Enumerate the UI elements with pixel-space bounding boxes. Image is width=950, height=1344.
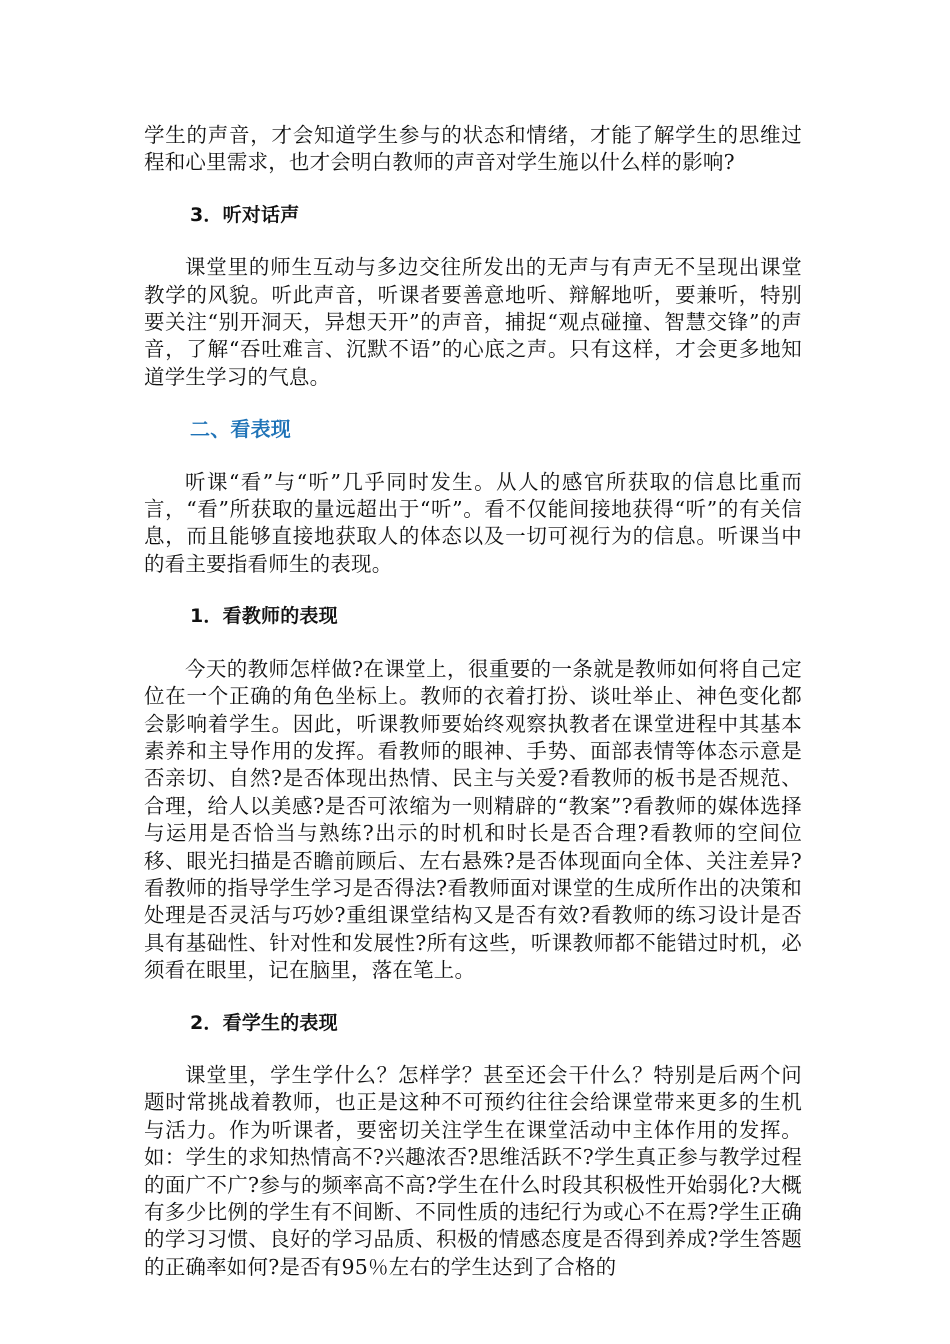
document-page	[144, 122, 802, 1281]
spacer	[144, 578, 802, 603]
spacer	[144, 391, 802, 416]
spacer	[144, 985, 802, 1010]
subheading-student: 2．看学生的表现	[190, 1011, 338, 1034]
paragraph-look: 听课“看”与“听”几乎同时发生。从人的感官所获取的信息比重而言，“看”所获取的量远超出于“听”。看不仅能间接地获得“听”的有关信息，而且能够直接地获取人的体态以及一切可视行为的信息。听课当中的看主要指看师生的表现。	[144, 469, 802, 576]
section-heading-look: 二、看表现	[190, 417, 291, 442]
spacer	[144, 177, 802, 202]
spacer	[144, 229, 802, 254]
subheading-teacher: 1．看教师的表现	[190, 605, 338, 628]
subheading-listen-dialogue: 3．听对话声	[190, 203, 300, 226]
paragraph-listen-dialogue: 课堂里的师生互动与多边交往所发出的无声与有声无不呈现出课堂教学的风貌。听此声音，听课者要善意地听、辩解地听，要兼听，特别要关注“别开洞天，异想天开”的声音，捕捉“观点碰撞、智慧交锋”的声音，了解“吞吐难言、沉默不语”的心底之声。只有这样，才会更多地知道学生学习的气息。	[144, 255, 802, 389]
spacer	[144, 1037, 802, 1062]
paragraph-student: 课堂里，学生学什么？怎样学？甚至还会干什么？特别是后两个问题时常挑战着教师，也正是这种不可预约往往会给课堂带来更多的生机与活力。作为听课者，要密切关注学生在课堂活动中主体作用的发挥。如：学生的求知热情高不?兴趣浓否?思维活跃不?学生真正参与教学过程的面广不广?参与的频率高不高?学生在什么时段其积极性开始弱化?大概有多少比例的学生有不间断、不同性质的违纪行为或心不在焉?学生正确的学习习惯、良好的学习品质、积极的情感态度是否得到养成?学生答题的正确率如何?是否有95％左右的学生达到了合格的	[144, 1062, 802, 1279]
spacer	[144, 631, 802, 656]
spacer	[144, 444, 802, 469]
paragraph-intro: 学生的声音，才会知道学生参与的状态和情绪，才能了解学生的思维过程和心里需求，也才会明白教师的声音对学生施以什么样的影响?	[144, 123, 802, 175]
paragraph-teacher: 今天的教师怎样做?在课堂上，很重要的一条就是教师如何将自己定位在一个正确的角色坐标上。教师的衣着打扮、谈吐举止、神色变化都会影响着学生。因此，听课教师要始终观察执教者在课堂进程中其基本素养和主导作用的发挥。看教师的眼神、手势、面部表情等体态示意是否亲切、自然?是否体现出热情、民主与关爱?看教师的板书是否规范、合理，给人以美感?是否可浓缩为一则精辟的“教案”?看教师的媒体选择与运用是否恰当与熟练?出示的时机和时长是否合理?看教师的空间位移、眼光扫描是否瞻前顾后、左右悬殊?是否体现面向全体、关注差异?看教师的指导学生学习是否得法?看教师面对课堂的生成所作出的决策和处理是否灵活与巧妙?重组课堂结构又是否有效?看教师的练习设计是否具有基础性、针对性和发展性?所有这些，听课教师都不能错过时机，必须看在眼里，记在脑里，落在笔上。	[144, 656, 802, 983]
